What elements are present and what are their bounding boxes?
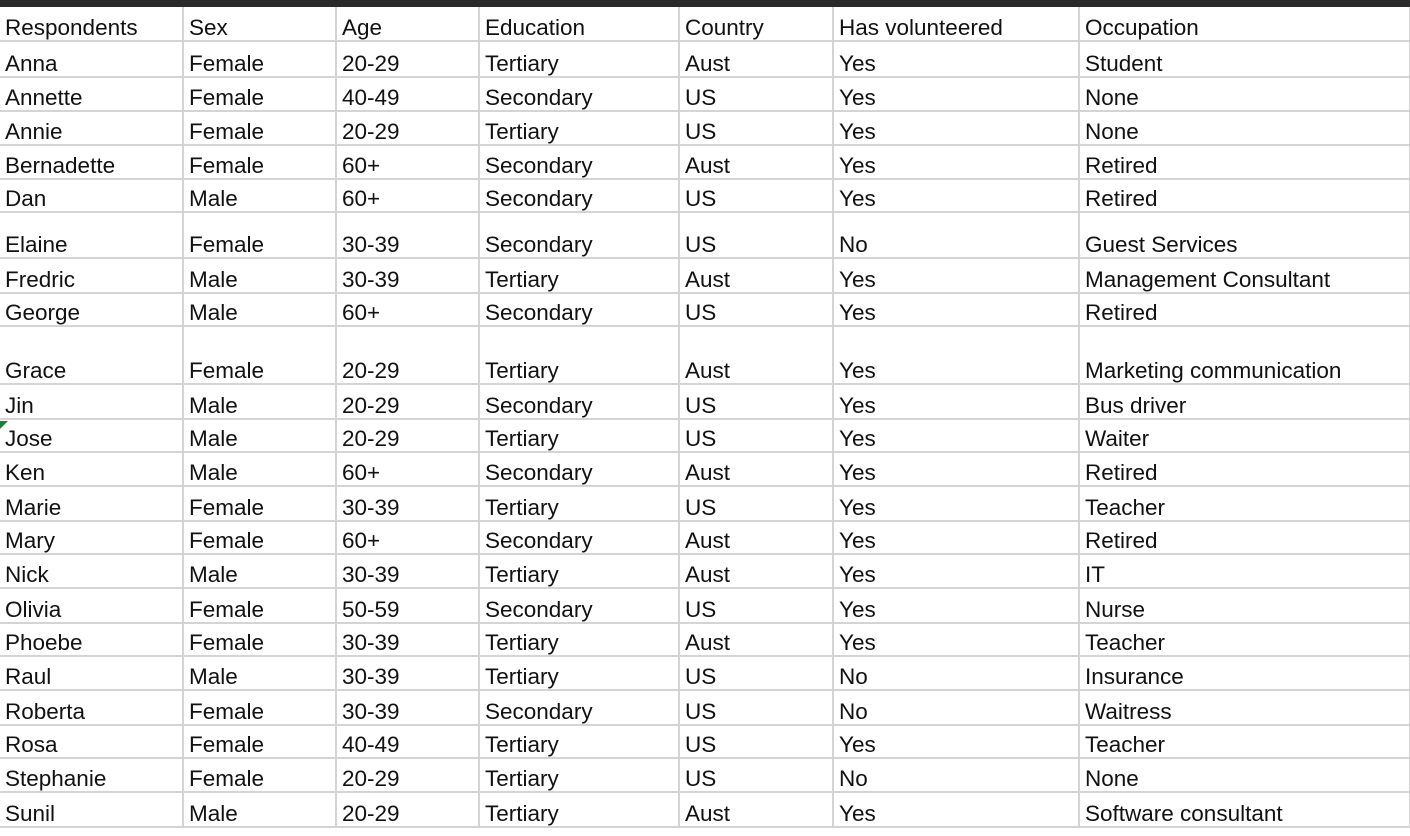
table-row — [0, 758, 1410, 792]
table-row — [0, 588, 1410, 623]
cell-occupation[interactable]: Student — [1079, 41, 1410, 77]
table-row — [0, 690, 1410, 725]
cell-sex[interactable]: Female — [183, 623, 336, 656]
cell-sex[interactable]: Female — [183, 77, 336, 111]
table-row — [0, 145, 1410, 179]
cell-volunteered[interactable]: No — [833, 690, 1079, 725]
cell-respondent[interactable]: Marie — [0, 486, 183, 521]
cell-country[interactable]: Aust — [679, 326, 833, 384]
table-row — [0, 179, 1410, 212]
cell-volunteered[interactable]: No — [833, 656, 1079, 690]
cell-volunteered[interactable]: Yes — [833, 521, 1079, 554]
cell-education[interactable]: Secondary — [479, 179, 679, 212]
cell-occupation[interactable]: None — [1079, 111, 1410, 145]
cell-volunteered[interactable]: No — [833, 212, 1079, 258]
table-row — [0, 725, 1410, 758]
cell-sex[interactable]: Female — [183, 521, 336, 554]
cell-education[interactable]: Secondary — [479, 293, 679, 326]
table-row — [0, 623, 1410, 656]
cell-age[interactable]: 60+ — [336, 521, 479, 554]
header-cell-country[interactable]: Country — [679, 7, 833, 41]
cell-sex[interactable]: Female — [183, 758, 336, 792]
cell-education[interactable]: Tertiary — [479, 792, 679, 827]
table-row — [0, 521, 1410, 554]
cell-volunteered[interactable]: Yes — [833, 725, 1079, 758]
cell-occupation[interactable]: Retired — [1079, 452, 1410, 486]
cell-sex[interactable]: Female — [183, 212, 336, 258]
cell-education[interactable]: Secondary — [479, 588, 679, 623]
table-row — [0, 419, 1410, 452]
cell-education[interactable]: Secondary — [479, 145, 679, 179]
cell-sex[interactable]: Male — [183, 258, 336, 293]
cell-country[interactable]: US — [679, 725, 833, 758]
cell-age[interactable]: 60+ — [336, 179, 479, 212]
cell-respondent[interactable]: Raul — [0, 656, 183, 690]
cell-age[interactable]: 30-39 — [336, 656, 479, 690]
cell-respondent[interactable]: Bernadette — [0, 145, 183, 179]
header-cell-volunteered[interactable]: Has volunteered — [833, 7, 1079, 41]
table-row — [0, 554, 1410, 588]
cell-age[interactable]: 30-39 — [336, 690, 479, 725]
cell-volunteered[interactable]: Yes — [833, 792, 1079, 827]
cell-respondent[interactable]: George — [0, 293, 183, 326]
cell-country[interactable]: US — [679, 656, 833, 690]
cell-sex[interactable]: Female — [183, 690, 336, 725]
cell-education[interactable]: Tertiary — [479, 326, 679, 384]
cell-age[interactable]: 30-39 — [336, 258, 479, 293]
cell-age[interactable]: 40-49 — [336, 725, 479, 758]
cell-volunteered[interactable]: Yes — [833, 41, 1079, 77]
cell-occupation[interactable]: Retired — [1079, 145, 1410, 179]
cell-country[interactable]: US — [679, 758, 833, 792]
cell-age[interactable]: 20-29 — [336, 326, 479, 384]
cell-volunteered[interactable]: Yes — [833, 554, 1079, 588]
cell-volunteered[interactable]: Yes — [833, 486, 1079, 521]
cell-respondent[interactable]: Annie — [0, 111, 183, 145]
cell-education[interactable]: Tertiary — [479, 258, 679, 293]
cell-sex[interactable]: Male — [183, 179, 336, 212]
cell-age[interactable]: 30-39 — [336, 212, 479, 258]
header-cell-education[interactable]: Education — [479, 7, 679, 41]
cell-country[interactable]: Aust — [679, 452, 833, 486]
cell-education[interactable]: Tertiary — [479, 419, 679, 452]
cell-country[interactable]: Aust — [679, 521, 833, 554]
comment-indicator-icon — [0, 421, 8, 429]
window-top-bar — [0, 0, 1410, 7]
cell-occupation[interactable]: Waiter — [1079, 419, 1410, 452]
cell-occupation[interactable]: Retired — [1079, 179, 1410, 212]
cell-respondent[interactable]: Jose — [0, 419, 183, 452]
cell-respondent[interactable]: Annette — [0, 77, 183, 111]
cell-education[interactable]: Tertiary — [479, 41, 679, 77]
cell-country[interactable]: US — [679, 293, 833, 326]
cell-respondent[interactable]: Dan — [0, 179, 183, 212]
cell-sex[interactable]: Male — [183, 293, 336, 326]
table-row — [0, 293, 1410, 326]
cell-country[interactable]: US — [679, 179, 833, 212]
cell-country[interactable]: US — [679, 486, 833, 521]
cell-age[interactable]: 20-29 — [336, 792, 479, 827]
header-cell-respondent[interactable]: Respondents — [0, 7, 183, 41]
cell-sex[interactable]: Male — [183, 419, 336, 452]
cell-sex[interactable]: Female — [183, 725, 336, 758]
header-cell-sex[interactable]: Sex — [183, 7, 336, 41]
table-row — [0, 792, 1410, 827]
cell-education[interactable]: Secondary — [479, 212, 679, 258]
cell-education[interactable]: Secondary — [479, 521, 679, 554]
cell-country[interactable]: US — [679, 111, 833, 145]
cell-country[interactable]: Aust — [679, 41, 833, 77]
cell-education[interactable]: Tertiary — [479, 554, 679, 588]
cell-occupation[interactable]: Waitress — [1079, 690, 1410, 725]
cell-country[interactable]: US — [679, 588, 833, 623]
cell-age[interactable]: 60+ — [336, 145, 479, 179]
cell-respondent[interactable]: Fredric — [0, 258, 183, 293]
cell-country[interactable]: Aust — [679, 145, 833, 179]
cell-sex[interactable]: Male — [183, 656, 336, 690]
cell-occupation[interactable]: Bus driver — [1079, 384, 1410, 419]
cell-sex[interactable]: Female — [183, 111, 336, 145]
cell-country[interactable]: Aust — [679, 792, 833, 827]
cell-country[interactable]: US — [679, 77, 833, 111]
cell-occupation[interactable]: Nurse — [1079, 588, 1410, 623]
cell-sex[interactable]: Female — [183, 41, 336, 77]
cell-education[interactable]: Tertiary — [479, 656, 679, 690]
cell-education[interactable]: Secondary — [479, 690, 679, 725]
table-row — [0, 486, 1410, 521]
cell-country[interactable]: US — [679, 212, 833, 258]
cell-volunteered[interactable]: Yes — [833, 77, 1079, 111]
cell-respondent[interactable]: Nick — [0, 554, 183, 588]
table-row — [0, 326, 1410, 384]
cell-respondent[interactable]: Stephanie — [0, 758, 183, 792]
cell-sex[interactable]: Male — [183, 384, 336, 419]
cell-volunteered[interactable]: Yes — [833, 293, 1079, 326]
cell-occupation[interactable]: Insurance — [1079, 656, 1410, 690]
cell-volunteered[interactable]: Yes — [833, 419, 1079, 452]
cell-volunteered[interactable]: Yes — [833, 326, 1079, 384]
cell-education[interactable]: Secondary — [479, 77, 679, 111]
cell-education[interactable]: Secondary — [479, 452, 679, 486]
cell-volunteered[interactable]: No — [833, 758, 1079, 792]
cell-respondent[interactable]: Ken — [0, 452, 183, 486]
cell-age[interactable]: 20-29 — [336, 419, 479, 452]
cell-volunteered[interactable]: Yes — [833, 145, 1079, 179]
cell-age[interactable]: 30-39 — [336, 554, 479, 588]
cell-occupation[interactable]: Software consultant — [1079, 792, 1410, 827]
cell-country[interactable]: Aust — [679, 258, 833, 293]
cell-occupation[interactable]: IT — [1079, 554, 1410, 588]
cell-country[interactable]: US — [679, 384, 833, 419]
cell-sex[interactable]: Female — [183, 326, 336, 384]
cell-occupation[interactable]: None — [1079, 77, 1410, 111]
cell-age[interactable]: 20-29 — [336, 41, 479, 77]
cell-occupation[interactable]: Teacher — [1079, 623, 1410, 656]
cell-education[interactable]: Secondary — [479, 384, 679, 419]
cell-volunteered[interactable]: Yes — [833, 179, 1079, 212]
cell-occupation[interactable]: Teacher — [1079, 725, 1410, 758]
cell-occupation[interactable]: Guest Services — [1079, 212, 1410, 258]
cell-occupation[interactable]: Marketing communication — [1079, 326, 1410, 384]
table-row — [0, 77, 1410, 111]
cell-sex[interactable]: Female — [183, 588, 336, 623]
cell-respondent[interactable]: Roberta — [0, 690, 183, 725]
cell-age[interactable]: 20-29 — [336, 384, 479, 419]
cell-occupation[interactable]: Teacher — [1079, 486, 1410, 521]
cell-respondent[interactable]: Sunil — [0, 792, 183, 827]
cell-volunteered[interactable]: Yes — [833, 623, 1079, 656]
cell-respondent[interactable]: Olivia — [0, 588, 183, 623]
cell-occupation[interactable]: Management Consultant — [1079, 258, 1410, 293]
cell-sex[interactable]: Male — [183, 452, 336, 486]
cell-volunteered[interactable]: Yes — [833, 111, 1079, 145]
table-row — [0, 384, 1410, 419]
cell-education[interactable]: Tertiary — [479, 623, 679, 656]
cell-country[interactable]: US — [679, 690, 833, 725]
cell-education[interactable]: Tertiary — [479, 486, 679, 521]
header-cell-age[interactable]: Age — [336, 7, 479, 41]
spreadsheet-grid[interactable] — [0, 7, 1410, 836]
table-row — [0, 656, 1410, 690]
data-table — [0, 7, 1410, 828]
cell-age[interactable]: 60+ — [336, 452, 479, 486]
cell-age[interactable]: 30-39 — [336, 486, 479, 521]
cell-occupation[interactable]: Retired — [1079, 521, 1410, 554]
cell-respondent[interactable]: Phoebe — [0, 623, 183, 656]
table-row — [0, 111, 1410, 145]
cell-volunteered[interactable]: Yes — [833, 258, 1079, 293]
cell-respondent[interactable]: Grace — [0, 326, 183, 384]
cell-sex[interactable]: Male — [183, 792, 336, 827]
table-row — [0, 41, 1410, 77]
cell-age[interactable]: 20-29 — [336, 758, 479, 792]
cell-education[interactable]: Tertiary — [479, 111, 679, 145]
cell-respondent[interactable]: Anna — [0, 41, 183, 77]
cell-respondent[interactable]: Elaine — [0, 212, 183, 258]
header-cell-occupation[interactable]: Occupation — [1079, 7, 1410, 41]
cell-respondent[interactable]: Rosa — [0, 725, 183, 758]
table-row — [0, 452, 1410, 486]
cell-volunteered[interactable]: Yes — [833, 384, 1079, 419]
table-row — [0, 212, 1410, 258]
header-row — [0, 7, 1410, 41]
cell-country[interactable]: Aust — [679, 554, 833, 588]
cell-country[interactable]: Aust — [679, 623, 833, 656]
cell-age[interactable]: 50-59 — [336, 588, 479, 623]
cell-occupation[interactable]: Retired — [1079, 293, 1410, 326]
cell-country[interactable]: US — [679, 419, 833, 452]
cell-age[interactable]: 20-29 — [336, 111, 479, 145]
cell-respondent[interactable]: Mary — [0, 521, 183, 554]
cell-sex[interactable]: Female — [183, 145, 336, 179]
cell-respondent[interactable]: Jin — [0, 384, 183, 419]
cell-age[interactable]: 40-49 — [336, 77, 479, 111]
cell-volunteered[interactable]: Yes — [833, 452, 1079, 486]
cell-sex[interactable]: Male — [183, 554, 336, 588]
cell-occupation[interactable]: None — [1079, 758, 1410, 792]
cell-age[interactable]: 60+ — [336, 293, 479, 326]
table-row — [0, 258, 1410, 293]
cell-volunteered[interactable]: Yes — [833, 588, 1079, 623]
cell-sex[interactable]: Female — [183, 486, 336, 521]
cell-age[interactable]: 30-39 — [336, 623, 479, 656]
cell-education[interactable]: Tertiary — [479, 725, 679, 758]
cell-education[interactable]: Tertiary — [479, 758, 679, 792]
